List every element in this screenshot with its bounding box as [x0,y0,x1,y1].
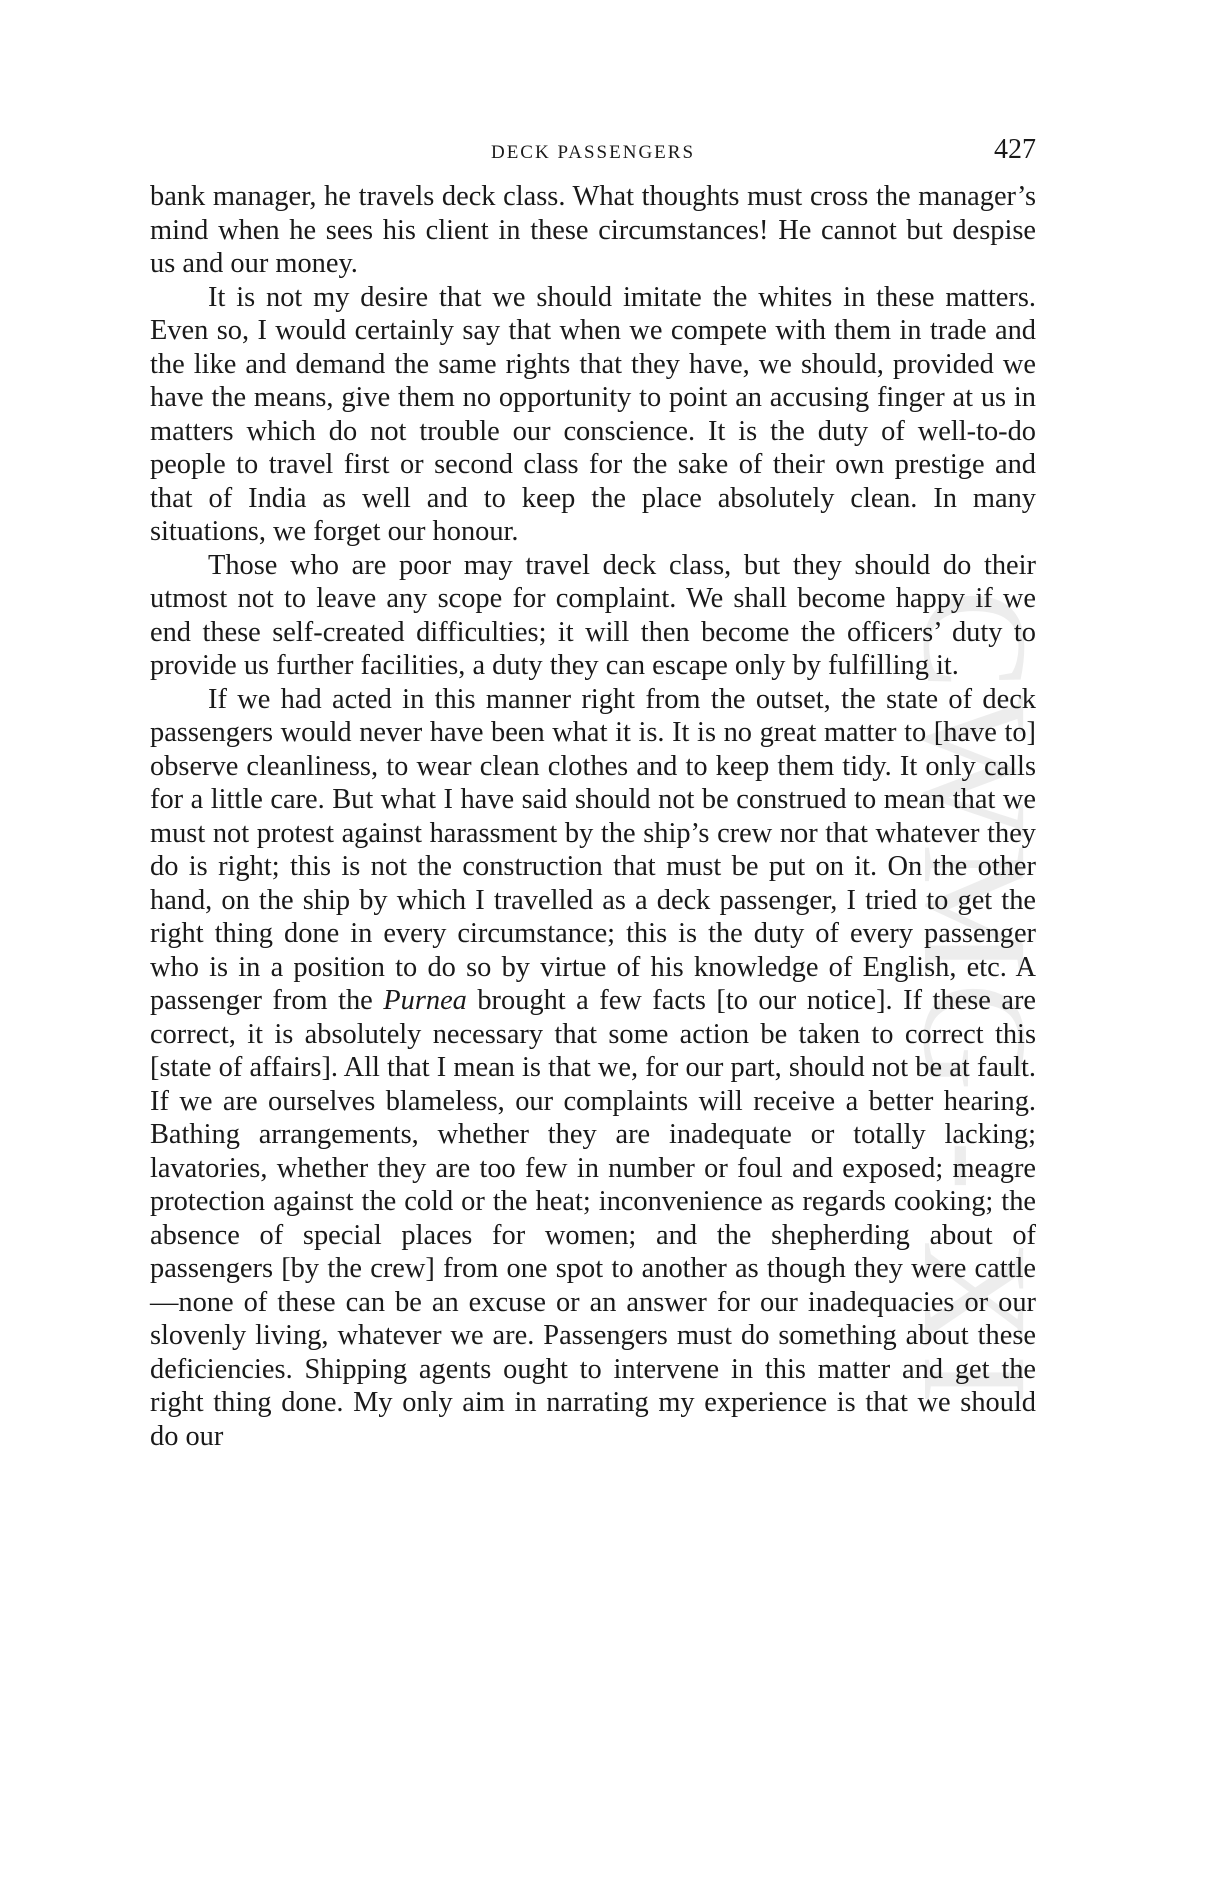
running-title: DECK PASSENGERS [490,142,696,163]
running-head [150,134,1036,174]
paragraph-1: bank manager, he travels deck class. What thoughts must cross the manager’s mind when he sees his client in these circumstances! He cannot but despise us and our money. [150,181,1036,279]
paragraph-4-part-2: brought a few facts [to our notice]. If these are correct, it is absolutely necessary that some action be taken to correct this [state of affairs]. All that I mean is that we, for our part, should not be at fault. If we are ourselves blameless, our complaints will receive a better hearing. Bathing arrangements, whether they are inadequate or totally lacking; lavatories, whether they are too few in number or foul and exposed; meagre protection against the cold or the heat; inconvenience as regards cooking; the absence of special places for women; and the shepherding about of passengers [by the crew] from one spot to another as though they were cattle—none of these can be an excuse or an answer for our inadequacies or our slovenly living, whatever we are. Passengers must do something about these deficiencies. Shipping agents ought to intervene in this matter and get the right thing done. My only aim in narrating my experience is that we should do our [150,985,1037,1452]
paragraph-4 [150,683,1036,1454]
page-number: 427 [994,134,1036,165]
paragraph-4-part-1: If we had acted in this manner right from the outset, the state of deck passengers would never have been what it is. It is no great matter to [have to] observe cleanliness, to wear clean clothes and to keep them tidy. It only calls for a little care. But what I have said should not be construed to mean that we must not protest against harassment by the ship’s crew nor that whatever they do is right; this is not the construction that must be put on it. On the other hand, on the ship by which I travelled as a deck passenger, I tried to get the right thing done in every circumstance; this is the duty of every passenger who is in a position to do so by virtue of his knowledge of English, etc. A passenger from the [150,683,1036,1016]
paragraph-3: Those who are poor may travel deck class, but they should do their utmost not to leave any scope for complaint. We shall become happy if we end these self-created difficulties; it will then become the officers’ duty to provide us further facilities, a duty they can escape only by fulfilling it. [150,549,1036,681]
watermark: CWMG - XI [892,589,1058,1411]
ship-name: Purnea [383,985,467,1016]
paragraph-2: It is not my desire that we should imitate the whites in these matters. Even so, I would certainly say that when we compete with them in trade and the like and demand the same rights that they have, we should, provided we have the means, give them no opportunity to point an accusing finger at us in matters which do not trouble our conscience. It is the duty of well-to-do people to travel first or second class for the sake of their own prestige and that of India as well and to keep the place absolutely clean. In many situations, we forget our honour. [150,281,1036,547]
body-text [150,180,1036,1453]
